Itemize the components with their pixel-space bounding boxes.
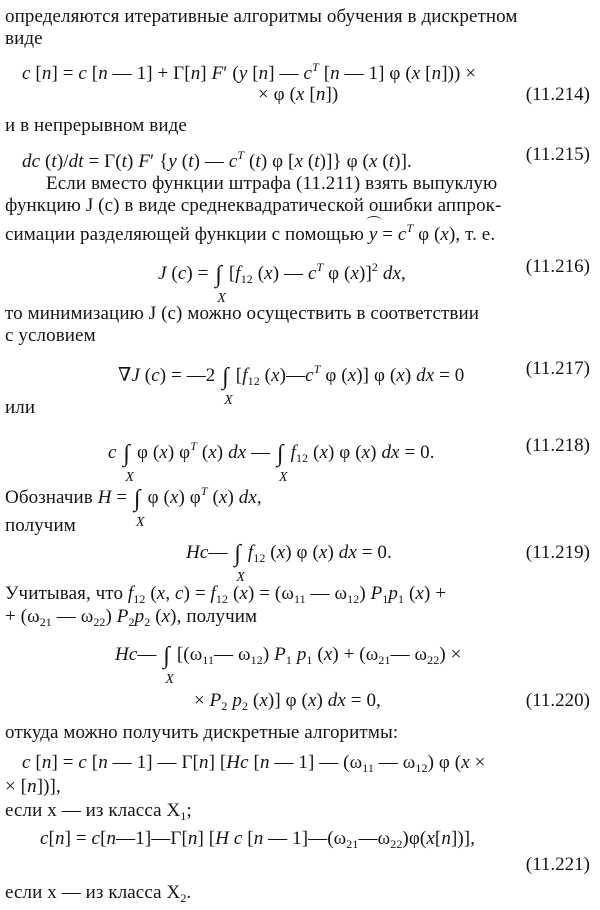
equation-number: (11.220): [525, 690, 590, 711]
algorithm-class-1-line1: c [n] = c [n — 1] — Г[n] [Hc [n — 1] — ($\omega_{11}$ — $\omega_{12}$) φ (x ×: [22, 752, 486, 775]
text-paragraph-line-1: Если вместо функции штрафа (11.211) взять выпуклую: [46, 173, 498, 194]
equation-11-220-line1: Hc— ∫ X [($\omega_{11}—$ $\omega_{12}$) $P_1$ $p_1$ $(x) + (\omega_{21}—$ $\omega_{22}$) ×: [115, 643, 462, 687]
equation-number: (11.214): [525, 84, 590, 105]
text-line-minimization: то минимизацию J (c) можно осуществить в соответствии: [5, 303, 479, 324]
equation-number: (11.221): [525, 854, 590, 875]
text-segment: симации разделяющей функции с помощью: [5, 224, 364, 245]
text-line-denote: Обозначив H = ∫ X φ (x) $\varphi^T$ (x) dx,: [5, 484, 262, 530]
equation-11-214-line1: c [n] = c [n — 1] + Г[n] F′ (y [n] — $c^T$ [n — 1] φ (x [n])) ×: [22, 60, 477, 84]
text-line-condition: с условием: [5, 325, 96, 346]
text-line-1: определяются итеративные алгоритмы обучения в дискретном: [5, 6, 518, 27]
text-line-or: или: [5, 397, 36, 418]
text-line-considering-2: + ($\omega_{21}$ — $\omega_{22}$) $P_2p_2$ (x), получим: [5, 606, 258, 629]
equation-11-214-line2: × φ (x [n]): [258, 84, 339, 105]
equation-11-216: J (c) = ∫ X [$f_{12}$ (x) — $c^T$ φ (x)]$^2$ dx,: [158, 260, 406, 306]
equation-11-217: ∇J (c) = —2 ∫ X [$f_{12}$ $(x)—c^T$ φ (x)] φ (x) dx = 0: [118, 362, 465, 408]
text-line-whence: откуда можно получить дискретные алгоритмы:: [5, 722, 399, 743]
equation-number: (11.218): [525, 435, 590, 456]
text-segment: если x — из класса X: [5, 882, 181, 903]
equation-number: (11.215): [525, 144, 590, 165]
algorithm-class-2: c[n] = c[n—1]—Г[n] [H c [n — $1]—(\omega_{21}—\omega_{22})\varphi(x[n])$],: [40, 828, 476, 851]
text-line-class-1: если x — из класса $X_1$;: [5, 800, 192, 823]
text-paragraph-line-2: функцию J (c) в виде среднеквадратической ошибки аппрок-: [5, 195, 502, 216]
text-segment: Обозначив: [5, 487, 93, 508]
equation-number: (11.217): [525, 358, 590, 379]
equation-number: (11.216): [525, 256, 590, 277]
text-paragraph-line-3: симации разделяющей функции с помощью $y = c^T$ φ (x), т. е.: [5, 221, 496, 245]
equation-11-219: Hc— ∫ X $f_{12}$ (x) φ (x) dx = 0.: [186, 541, 392, 585]
equation-number: (11.219): [525, 542, 590, 563]
equation-11-220-line2: × $P_2$ $p_2$ (x)] φ (x) dx = 0,: [194, 690, 381, 713]
text-segment: если x — из класса X: [5, 800, 181, 821]
text-line-considering: Учитывая, что $f_{12}$ (x, $c) = f_{12}$ $(x) = (\omega_{11}$ — $\omega_{12}$) $P_1p_1$ (x) +: [5, 583, 447, 606]
equation-11-215: dc (t)/dt = Г(t) F′ {y (t) — $c^T$ (t) φ [x (t)]} φ (x (t)].: [22, 148, 412, 172]
text-line-class-2: если x — из класса $X_2$.: [5, 882, 192, 905]
text-line-2: виде: [5, 28, 43, 49]
equation-11-218: c ∫ X φ (x) $\varphi^T$ (x) dx — ∫ X $f_{12}$ (x) φ (x) dx = 0.: [108, 439, 435, 485]
text-line-we-obtain: получим: [5, 515, 76, 536]
text-segment: т. е.: [465, 224, 496, 245]
text-segment: Учитывая, что: [5, 583, 124, 604]
text-segment: получим: [186, 606, 258, 627]
text-line-continuous: и в непрерывном виде: [5, 115, 187, 136]
algorithm-class-1-line2: × [n])],: [5, 776, 61, 797]
